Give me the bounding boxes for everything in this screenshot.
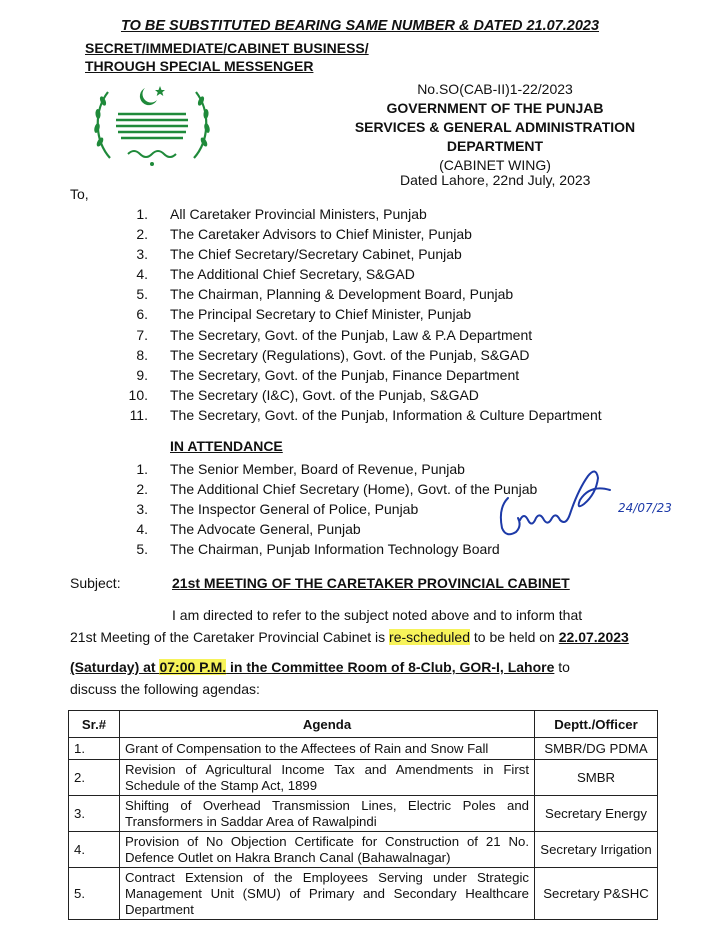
meeting-time: 07:00 P.M. (159, 659, 227, 675)
cell-agenda: Provision of No Objection Certificate for Construction of 21 No. Defence Outlet on Hakra Branch Canal (Bahawalnagar) (120, 832, 535, 868)
dated-line: Dated Lahore, 22nd July, 2023 (400, 172, 591, 188)
subject-label: Subject: (70, 575, 121, 591)
cell-sr: 3. (69, 796, 120, 832)
cell-dept: SMBR/DG PDMA (535, 738, 658, 760)
body-line-2: 21st Meeting of the Caretaker Provincial Cabinet is re-scheduled to be held on 22.07.2023 (70, 629, 629, 645)
delivery-line: THROUGH SPECIAL MESSENGER (85, 58, 314, 74)
reference-number: No.SO(CAB-II)1-22/2023 (417, 81, 573, 97)
meeting-date: 22.07.2023 (558, 629, 629, 645)
rescheduled-highlight: re-scheduled (389, 629, 470, 645)
in-attendance-heading: IN ATTENDANCE (170, 438, 283, 454)
table-header-row (69, 711, 658, 738)
handwritten-signature-icon (480, 468, 690, 548)
cell-agenda: Revision of Agricultural Income Tax and Amendments in First Schedule of the Stamp Act, 1899 (120, 760, 535, 796)
to-label: To, (70, 186, 89, 202)
letterhead-block (330, 80, 660, 175)
classification-line: SECRET/IMMEDIATE/CABINET BUSINESS/ (85, 40, 369, 56)
cell-sr: 5. (69, 868, 120, 920)
agenda-table (68, 710, 658, 920)
cell-sr: 1. (69, 738, 120, 760)
table-row (69, 796, 658, 832)
punjab-government-emblem-icon (88, 80, 216, 172)
cell-sr: 2. (69, 760, 120, 796)
column-header-dept: Deptt./Officer (535, 711, 658, 738)
government-name: GOVERNMENT OF THE PUNJAB (386, 100, 604, 116)
subject-text: 21st MEETING OF THE CARETAKER PROVINCIAL CABINET (172, 575, 570, 591)
body-line-1: I am directed to refer to the subject noted above and to inform that (172, 607, 583, 623)
cell-sr: 4. (69, 832, 120, 868)
body-line-4: discuss the following agendas: (70, 681, 260, 697)
cell-dept: Secretary P&SHC (535, 868, 658, 920)
cell-dept: Secretary Irrigation (535, 832, 658, 868)
cell-dept: Secretary Energy (535, 796, 658, 832)
department-name-line2: DEPARTMENT (446, 138, 544, 154)
cell-dept: SMBR (535, 760, 658, 796)
table-row (69, 738, 658, 760)
department-name-line1: SERVICES & GENERAL ADMINISTRATION (354, 119, 636, 135)
meeting-venue: in the Committee Room of 8-Club, GOR-I, Lahore (226, 659, 555, 675)
column-header-agenda: Agenda (120, 711, 535, 738)
column-header-sr: Sr.# (69, 711, 120, 738)
cell-agenda: Grant of Compensation to the Affectees of Rain and Snow Fall (120, 738, 535, 760)
wing-name: (CABINET WING) (439, 157, 551, 173)
signature-date: 24/07/23 (618, 501, 672, 515)
table-row (69, 760, 658, 796)
substitution-note: TO BE SUBSTITUTED BEARING SAME NUMBER & DATED 21.07.2023 (120, 18, 600, 34)
table-row (69, 868, 658, 920)
table-row (69, 832, 658, 868)
cell-agenda: Contract Extension of the Employees Serving under Strategic Management Unit (SMU) of Primary and Secondary Healthcare Department (120, 868, 535, 920)
body-line-3: (Saturday) at 07:00 P.M. in the Committee Room of 8-Club, GOR-I, Lahore to (70, 659, 570, 675)
cell-agenda: Shifting of Overhead Transmission Lines, Electric Poles and Transformers in Saddar Area of Rawalpindi (120, 796, 535, 832)
